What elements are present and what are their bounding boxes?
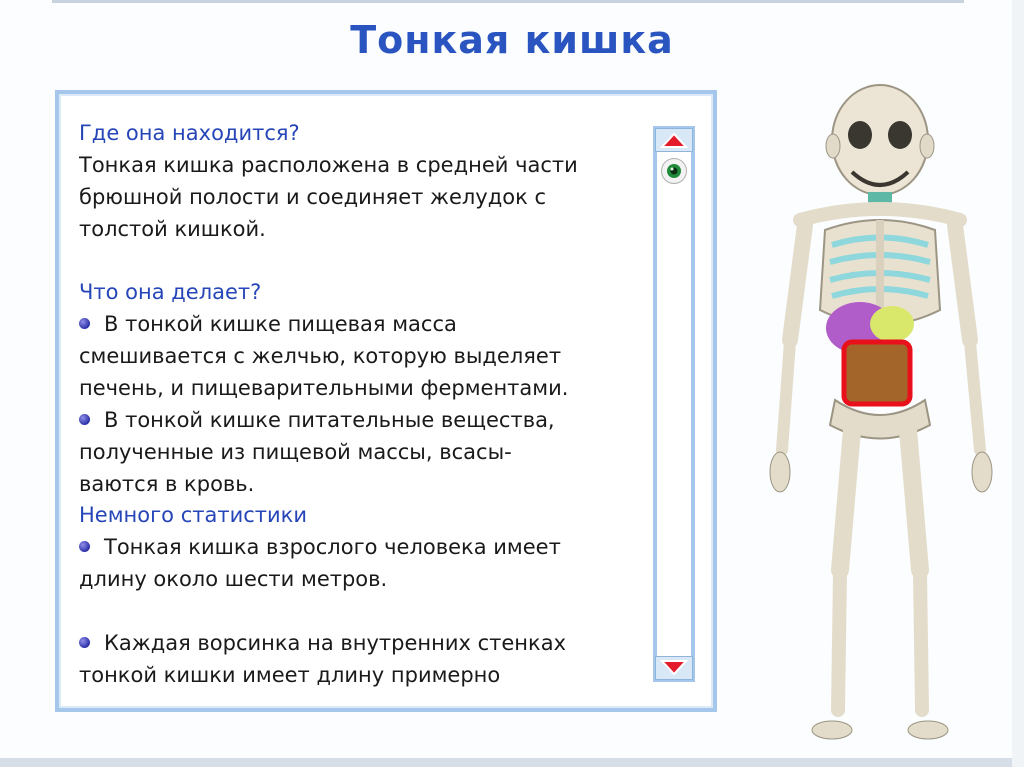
stats-bullet2-line-2: тонкой кишки имеет длину примерно: [79, 663, 501, 687]
stats-bullet2-line-1: Каждая ворсинка на внутренних стенках: [79, 627, 651, 659]
what-bullet1-line-2: смешивается с желчью, которую выделяет: [79, 344, 562, 368]
green-eye-icon: [662, 159, 686, 183]
bullet-icon: [79, 414, 90, 425]
where-line-2: брюшной полости и соединяет желудок с: [79, 185, 546, 209]
red-down-arrow-icon: [656, 657, 692, 679]
what-bullet1-line-3: печень, и пищеварительными ферментами.: [79, 376, 569, 400]
stats-heading: Немного статистики: [79, 503, 307, 527]
scrollbar-track[interactable]: [653, 126, 695, 682]
where-line-1: Тонкая кишка расположена в средней части: [79, 153, 578, 177]
what-bullet2-line-2: полученные из пищевой массы, всасы-: [79, 440, 512, 464]
scroll-up-button[interactable]: [655, 128, 693, 152]
page-title: Тонкая кишка: [350, 18, 674, 62]
what-heading: Что она делает?: [79, 280, 262, 304]
top-border: [52, 0, 964, 3]
bullet-icon: [79, 637, 90, 648]
scroll-thumb[interactable]: [661, 158, 687, 184]
scroll-down-button[interactable]: [655, 656, 693, 680]
bottom-border: [0, 758, 1024, 767]
info-text-viewport[interactable]: [79, 118, 651, 692]
what-bullet2-line-3: ваются в кровь.: [79, 472, 255, 496]
bullet-icon: [79, 541, 90, 552]
bullet-icon: [79, 318, 90, 329]
right-edge: [1012, 0, 1024, 767]
info-panel: [55, 90, 717, 712]
stats-bullet1-line-1: Тонкая кишка взрослого человека имеет: [79, 531, 651, 563]
skeleton-illustration: [760, 80, 1010, 750]
where-heading: Где она находится?: [79, 121, 300, 145]
red-up-arrow-icon: [656, 129, 692, 151]
what-bullet2-line-1: В тонкой кишке питательные вещества,: [79, 404, 651, 436]
where-line-3: толстой кишкой.: [79, 217, 266, 241]
what-bullet1-line-1: В тонкой кишке пищевая масса: [79, 308, 651, 340]
stats-bullet1-line-2: длину около шести метров.: [79, 567, 388, 591]
